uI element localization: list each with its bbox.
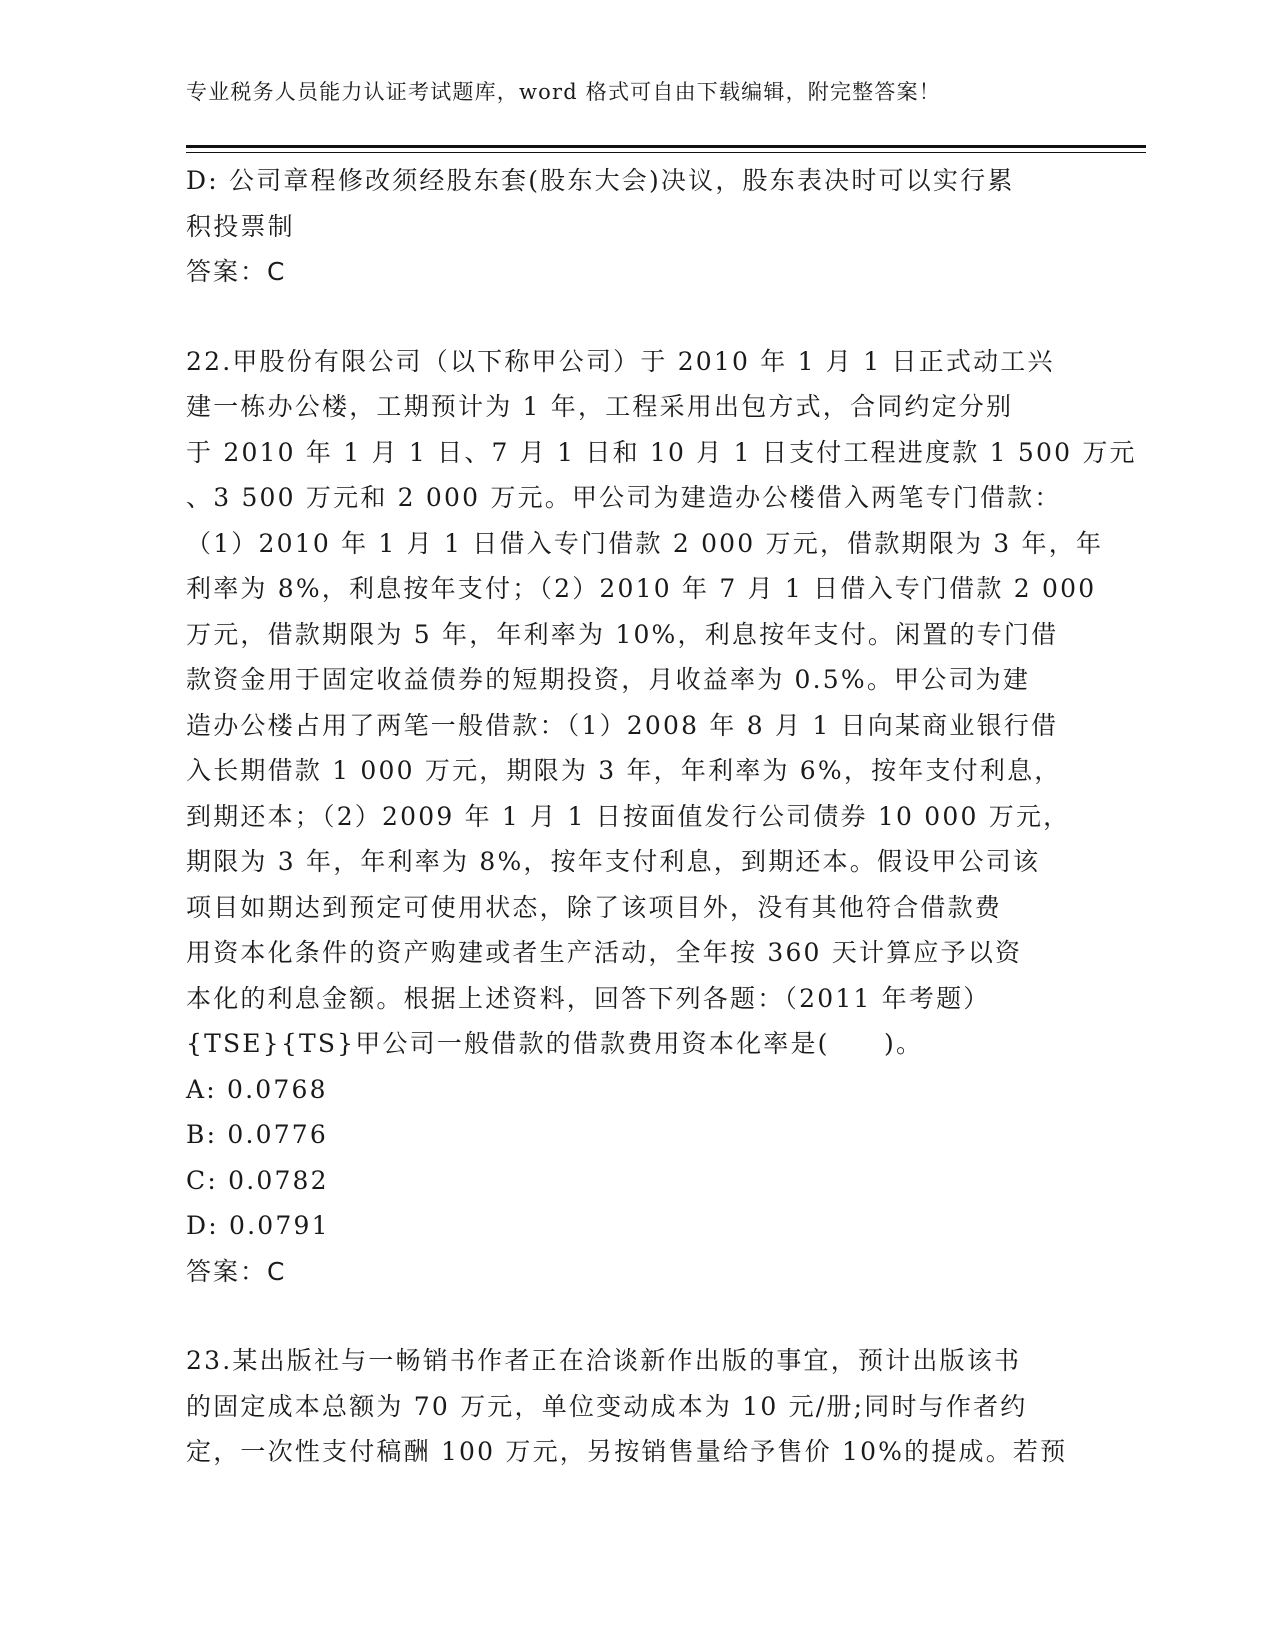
q22-stem-line: 项目如期达到预定可使用状态，除了该项目外，没有其他符合借款费 — [186, 892, 1003, 922]
q22-stem-line: 用资本化条件的资产购建或者生产活动，全年按 360 天计算应予以资 — [186, 938, 1023, 967]
q22-answer: 答案：C — [186, 1256, 287, 1286]
spacer — [186, 1294, 1086, 1338]
q22-stem-line: 款资金用于固定收益债券的短期投资，月收益率为 0.5%。甲公司为建 — [186, 665, 1031, 694]
q22-stem-line: 利率为 8%，利息按年支付；（2）2010 年 7 月 1 日借入专门借款 2 000 — [186, 574, 1097, 603]
q22-option-a: A: 0.0768 — [186, 1074, 328, 1104]
q22-stem-line: 22.甲股份有限公司（以下称甲公司）于 2010 年 1 月 1 日正式动工兴 — [186, 346, 1055, 376]
q22-stem-line: 本化的利息金额。根据上述资料，回答下列各题：（2011 年考题） — [186, 983, 991, 1013]
q22-stem-line: 入长期借款 1 000 万元，期限为 3 年，年利率为 6%，按年支付利息， — [186, 756, 1062, 785]
q23-stem-line: 23.某出版社与一畅销书作者正在洽谈新作出版的事宜，预计出版该书 — [186, 1346, 1022, 1375]
question-21-tail — [186, 158, 1086, 295]
header-rule-thin — [186, 152, 1146, 153]
q22-option-d: D: 0.0791 — [186, 1211, 330, 1240]
q22-stem-line: 到期还本；（2）2009 年 1 月 1 日按面值发行公司债券 10 000 万元， — [186, 801, 1071, 831]
q23-stem-line: 定，一次性支付稿酬 100 万元，另按销售量给予售价 10%的提成。若预 — [186, 1437, 1068, 1466]
question-23 — [186, 1338, 1086, 1475]
page-header: 专业税务人员能力认证考试题库，word 格式可自由下载编辑，附完整答案！ — [186, 80, 941, 104]
header-rule-thick — [186, 145, 1146, 148]
q22-stem-line: 期限为 3 年，年利率为 8%，按年支付利息，到期还本。假设甲公司该 — [186, 847, 1041, 876]
q22-stem-line: 万元，借款期限为 5 年，年利率为 10%，利息按年支付。闲置的专门借 — [186, 619, 1059, 649]
spacer — [186, 295, 1086, 339]
q22-stem-line: 于 2010 年 1 月 1 日、7 月 1 日和 10 月 1 日支付工程进度款 1 500 万元 — [186, 437, 1137, 467]
question-22 — [186, 339, 1137, 1295]
q21-option-d-line-1: D: 公司章程修改须经股东套(股东大会)决议，股东表决时可以实行累 — [186, 166, 1015, 195]
q22-stem-line: 造办公楼占用了两笔一般借款：（1）2008 年 8 月 1 日向某商业银行借 — [186, 710, 1059, 740]
q22-question-line: {TSE}{TS}甲公司一般借款的借款费用资本化率是( )。 — [186, 1029, 924, 1058]
q21-answer: 答案：C — [186, 257, 287, 286]
q22-stem-line: （1）2010 年 1 月 1 日借入专门借款 2 000 万元，借款期限为 3 年，年 — [186, 528, 1104, 558]
q22-stem-line: 建一栋办公楼，工期预计为 1 年，工程采用出包方式，合同约定分别 — [186, 392, 1014, 421]
q22-option-c: C: 0.0782 — [186, 1165, 329, 1195]
q22-stem-line: 、3 500 万元和 2 000 万元。甲公司为建造办公楼借入两笔专门借款： — [186, 483, 1062, 512]
document-body — [186, 158, 1137, 1475]
q21-option-d-line-2: 积投票制 — [186, 211, 295, 241]
q22-option-b: B: 0.0776 — [186, 1120, 329, 1149]
q23-stem-line: 的固定成本总额为 70 万元，单位变动成本为 10 元/册;同时与作者约 — [186, 1391, 1028, 1421]
